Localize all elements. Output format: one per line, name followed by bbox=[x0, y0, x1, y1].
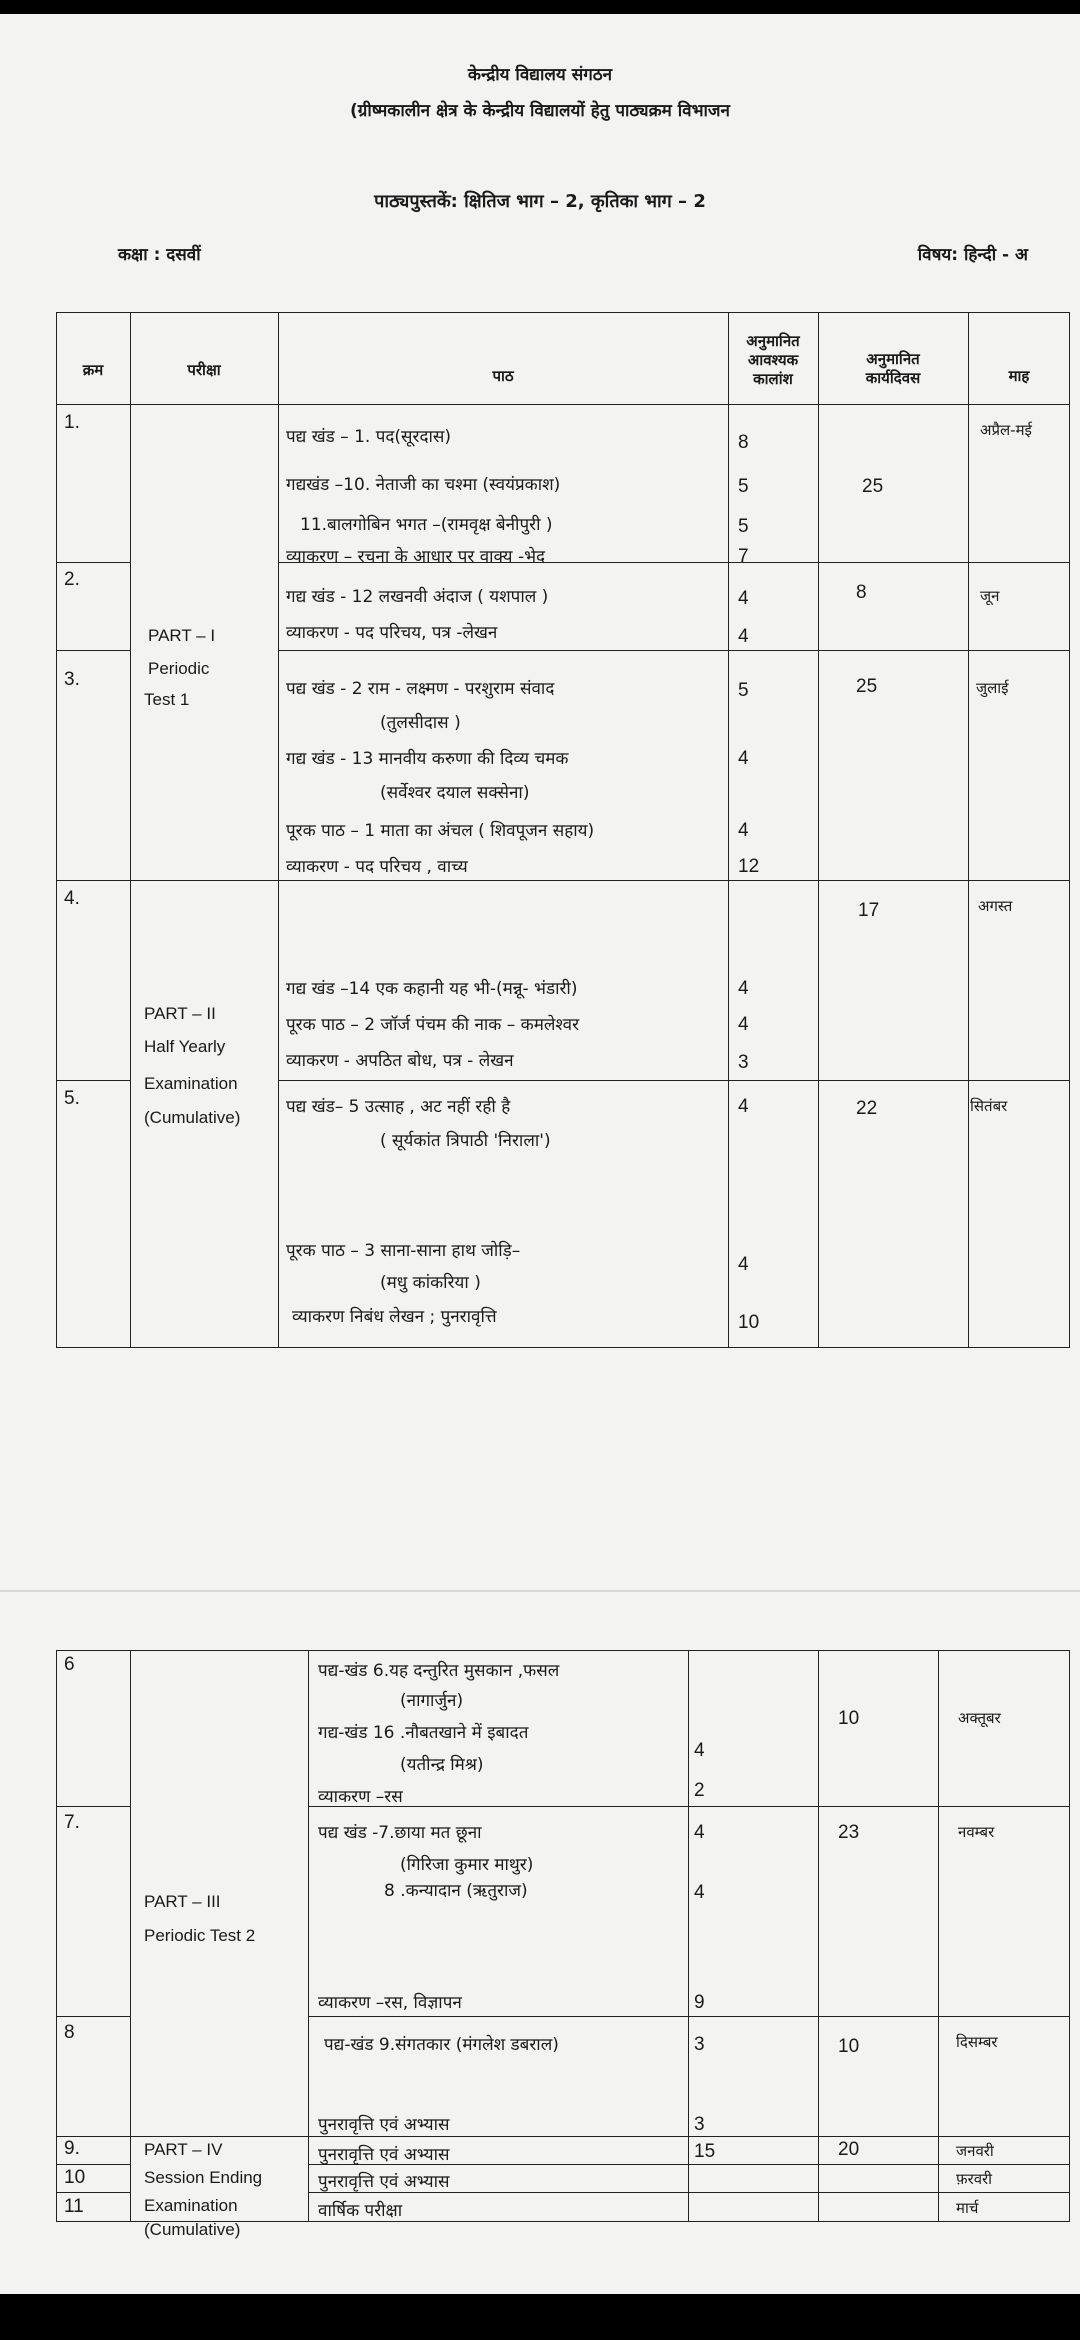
class-label: कक्षा : दसवीं bbox=[118, 245, 201, 265]
row6-month: अक्तूबर bbox=[958, 1709, 1001, 1727]
row5-lesson-2: ( सूर्यकांत त्रिपाठी 'निराला') bbox=[380, 1131, 551, 1151]
col-header-periods: अनुमानित आवश्यक कालांश bbox=[746, 332, 800, 388]
row10-lesson-1: पुनरावृत्ति एवं अभ्यास bbox=[318, 2172, 450, 2192]
row4-periods-3: 3 bbox=[738, 1052, 749, 1073]
exam-part4-line2: Session Ending bbox=[144, 2168, 263, 2187]
row5-periods-3: 10 bbox=[738, 1312, 760, 1333]
row3-periods-1: 5 bbox=[738, 680, 749, 701]
row6-periods-2: 2 bbox=[694, 1780, 705, 1801]
row5-lesson-4: (मधु कांकरिया ) bbox=[380, 1273, 481, 1293]
row2-lesson-2: व्याकरण - पद परिचय, पत्र -लेखन bbox=[286, 623, 498, 643]
row2-days: 8 bbox=[856, 582, 867, 603]
exam-part1-line2: Periodic bbox=[148, 659, 210, 678]
row9-periods-1: 15 bbox=[694, 2141, 716, 2162]
row7-periods-1: 4 bbox=[694, 1822, 705, 1843]
exam-part4-line4: (Cumulative) bbox=[144, 2220, 241, 2239]
row5-sno: 5. bbox=[64, 1088, 80, 1109]
row4-month: अगस्त bbox=[978, 897, 1013, 915]
row3-sno: 3. bbox=[64, 669, 80, 690]
row5-days: 22 bbox=[856, 1098, 878, 1119]
row9-days: 20 bbox=[838, 2139, 860, 2160]
row1-sno: 1. bbox=[64, 412, 80, 433]
row5-lesson-3: पूरक पाठ – 3 साना-साना हाथ जोड़ि– bbox=[286, 1241, 521, 1261]
row1-periods-2: 5 bbox=[738, 476, 749, 497]
exam-part1-line1: PART – I bbox=[148, 626, 216, 645]
row3-periods-4: 12 bbox=[738, 856, 760, 877]
exam-part4-line3: Examination bbox=[144, 2196, 238, 2215]
row8-lesson-1: पद्य-खंड 9.संगतकार (मंगलेश डबराल) bbox=[324, 2035, 559, 2055]
col-header-month: माह bbox=[1008, 367, 1030, 385]
row10-month: फ़रवरी bbox=[956, 2170, 993, 2188]
row4-days: 17 bbox=[858, 900, 880, 921]
org-title: केन्द्रीय विद्यालय संगठन bbox=[467, 65, 613, 85]
row4-periods-1: 4 bbox=[738, 978, 749, 999]
row6-sno: 6 bbox=[64, 1654, 75, 1675]
page-break bbox=[0, 1590, 1080, 1592]
row5-lesson-1: पद्य खंड– 5 उत्साह , अट नहीं रही है bbox=[286, 1097, 511, 1117]
row4-lesson-2: पूरक पाठ – 2 जॉर्ज पंचम की नाक – कमलेश्वर bbox=[286, 1015, 580, 1035]
row7-days: 23 bbox=[838, 1822, 860, 1843]
row6-lesson-5: व्याकरण –रस bbox=[318, 1787, 403, 1807]
row8-lesson-2: पुनरावृत्ति एवं अभ्यास bbox=[318, 2115, 450, 2135]
row11-month: मार्च bbox=[956, 2199, 979, 2217]
row3-periods-2: 4 bbox=[738, 748, 749, 769]
row1-month: अप्रैल-मई bbox=[980, 421, 1032, 439]
row4-lesson-1: गद्य खंड –14 एक कहानी यह भी-(मन्नू- भंडारी) bbox=[286, 979, 578, 999]
row7-periods-3: 9 bbox=[694, 1992, 705, 2013]
row8-month: दिसम्बर bbox=[956, 2033, 998, 2051]
row8-days: 10 bbox=[838, 2036, 860, 2057]
row6-lesson-1: पद्य-खंड 6.यह दन्तुरित मुसकान ,फसल bbox=[318, 1661, 560, 1681]
row1-lesson-4: व्याकरण – रचना के आधार पर वाक्य -भेद bbox=[286, 547, 546, 567]
row1-periods-4: 7 bbox=[738, 546, 749, 567]
row7-lesson-1: पद्य खंड -7.छाया मत छूना bbox=[318, 1823, 482, 1843]
row3-lesson-4: (सर्वेश्वर दयाल सक्सेना) bbox=[380, 783, 530, 803]
row7-month: नवम्बर bbox=[958, 1823, 995, 1841]
row1-periods-1: 8 bbox=[738, 432, 749, 453]
row9-lesson-1: पुनरावृत्ति एवं अभ्यास bbox=[318, 2145, 450, 2165]
row2-periods-1: 4 bbox=[738, 588, 749, 609]
col-header-lesson: पाठ bbox=[492, 367, 514, 385]
row5-month: सितंबर bbox=[970, 1097, 1008, 1115]
row5-periods-1: 4 bbox=[738, 1096, 749, 1117]
row2-sno: 2. bbox=[64, 569, 80, 590]
row6-lesson-3: गद्य-खंड 16 .नौबतखाने में इबादत bbox=[318, 1723, 529, 1743]
col-header-days: अनुमानित कार्यदिवस bbox=[865, 350, 921, 387]
row4-sno: 4. bbox=[64, 888, 80, 909]
row3-lesson-2: (तुलसीदास ) bbox=[380, 713, 461, 733]
exam-part1-line3: Test 1 bbox=[144, 690, 190, 709]
row8-periods-2: 3 bbox=[694, 2114, 705, 2135]
row11-lesson-1: वार्षिक परीक्षा bbox=[318, 2201, 403, 2221]
row1-lesson-2: गद्यखंड –10. नेताजी का चश्मा (स्वयंप्रकाश) bbox=[286, 475, 561, 495]
row5-lesson-5: व्याकरण निबंध लेखन ; पुनरावृत्ति bbox=[292, 1307, 497, 1327]
row7-periods-2: 4 bbox=[694, 1882, 705, 1903]
row11-sno: 11 bbox=[64, 2196, 84, 2217]
row1-days: 25 bbox=[862, 476, 884, 497]
row2-periods-2: 4 bbox=[738, 626, 749, 647]
exam-part2-line4: (Cumulative) bbox=[144, 1108, 241, 1127]
row2-month: जून bbox=[980, 587, 1000, 605]
row1-lesson-1: पद्य खंड – 1. पद(सूरदास) bbox=[286, 427, 452, 447]
row3-lesson-5: पूरक पाठ – 1 माता का अंचल ( शिवपूजन सहाय) bbox=[286, 821, 595, 841]
row9-month: जनवरी bbox=[956, 2142, 994, 2160]
subject-label: विषय: हिन्दी - अ bbox=[917, 245, 1028, 265]
row6-lesson-2: (नागार्जुन) bbox=[400, 1691, 464, 1711]
exam-part4-line1: PART – IV bbox=[144, 2140, 223, 2159]
row7-sno: 7. bbox=[64, 1812, 80, 1833]
row3-lesson-1: पद्य खंड - 2 राम - लक्ष्मण - परशुराम संवाद bbox=[286, 679, 555, 699]
row3-lesson-6: व्याकरण - पद परिचय , वाच्य bbox=[286, 857, 468, 877]
col-header-sno: क्रम bbox=[82, 361, 104, 379]
row4-lesson-3: व्याकरण - अपठित बोध, पत्र - लेखन bbox=[286, 1051, 514, 1071]
exam-part3-line1: PART – III bbox=[144, 1892, 221, 1911]
row6-periods-1: 4 bbox=[694, 1740, 705, 1761]
textbooks-line: पाठ्यपुस्तकें: क्षितिज भाग – 2, कृतिका भाग – 2 bbox=[374, 191, 706, 212]
row6-days: 10 bbox=[838, 1708, 860, 1729]
row7-lesson-2: (गिरिजा कुमार माथुर) bbox=[400, 1855, 534, 1875]
row4-periods-2: 4 bbox=[738, 1014, 749, 1035]
row1-periods-3: 5 bbox=[738, 516, 749, 537]
row5-periods-2: 4 bbox=[738, 1254, 749, 1275]
exam-part3-line2: Periodic Test 2 bbox=[144, 1926, 256, 1945]
row3-periods-3: 4 bbox=[738, 820, 749, 841]
row10-sno: 10 bbox=[64, 2167, 86, 2188]
row6-lesson-4: (यतीन्द्र मिश्र) bbox=[400, 1755, 484, 1775]
document-page bbox=[0, 14, 1080, 2294]
row3-lesson-3: गद्य खंड - 13 मानवीय करुणा की दिव्य चमक bbox=[286, 749, 569, 769]
row3-days: 25 bbox=[856, 676, 878, 697]
document-subtitle: (ग्रीष्मकालीन क्षेत्र के केन्द्रीय विद्यालयों हेतु पाठ्यक्रम विभाजन bbox=[350, 101, 730, 121]
row1-lesson-3: 11.बालगोबिन भगत –(रामवृक्ष बेनीपुरी ) bbox=[300, 515, 553, 535]
row8-periods-1: 3 bbox=[694, 2034, 705, 2055]
col-header-exam: परीक्षा bbox=[187, 361, 221, 379]
exam-part2-line1: PART – II bbox=[144, 1004, 216, 1023]
exam-part2-line3: Examination bbox=[144, 1074, 238, 1093]
row3-month: जुलाई bbox=[976, 679, 1009, 697]
row7-lesson-4: व्याकरण –रस, विज्ञापन bbox=[318, 1993, 462, 2013]
row8-sno: 8 bbox=[64, 2022, 75, 2043]
row7-lesson-3: 8 .कन्यादान (ऋतुराज) bbox=[384, 1881, 528, 1901]
row9-sno: 9. bbox=[64, 2138, 80, 2159]
row2-lesson-1: गद्य खंड - 12 लखनवी अंदाज ( यशपाल ) bbox=[286, 587, 549, 607]
exam-part2-line2: Half Yearly bbox=[144, 1037, 226, 1056]
